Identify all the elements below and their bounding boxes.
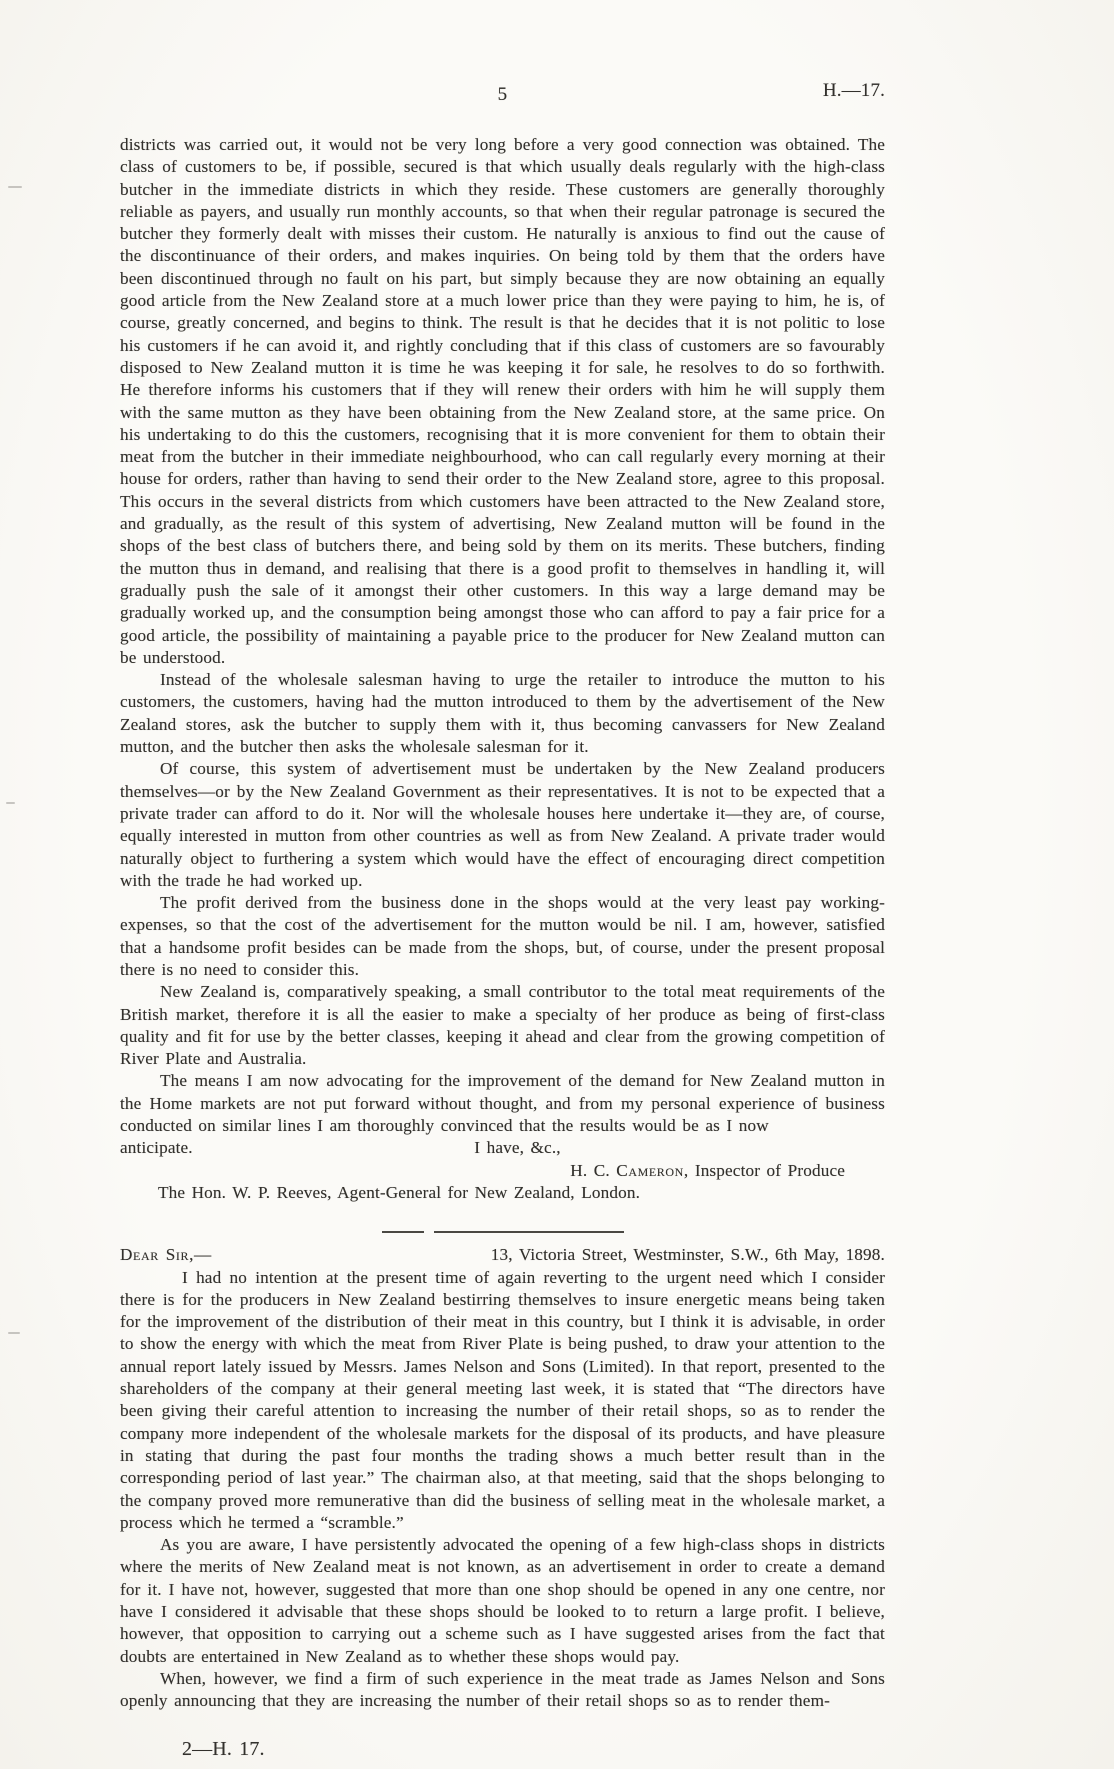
scan-artifact [6,802,15,804]
divider-segment [382,1231,424,1233]
scan-artifact [8,186,22,188]
report-paragraph: The profit derived from the business done in the shops would at the very least pay working-expenses, so that the cost of the advertisement for the mutton would be nil. I am, however, satisfied that a handsome profit besides can be made from the shops, but, of course, under the present proposal there is no need to consider this. [120,893,885,979]
valediction: I have, &c., [474,1138,561,1158]
divider-segment [434,1231,624,1233]
page-footer-signature-mark: 2—H. 17. [182,1738,265,1761]
letter-paragraph: As you are aware, I have persistently advocated the opening of a few high-class shops in districts where the merits of New Zealand meat is not known, as an advertisement in order to create a demand for it. I have not, however, suggested that more than one shop should be opened in any one centre, nor have I considered it advisable that these shops should be looked to to return a large profit. I believe, however, that opposition to carrying out a scheme such as I have suggested arises from the fact that doubts are entertained in New Zealand as to whether these shops would pay. [120,1535,885,1666]
signature-initials: H. C. [570,1160,617,1180]
letter-paragraph: When, however, we find a firm of such experience in the meat trade as James Nelson and Sons openly announcing that they are increasing the number of their retail shops so as to render them- [120,1668,885,1711]
page-header [120,80,885,110]
letter-salutation-row [120,1244,885,1266]
scan-artifact [8,1332,20,1334]
report-paragraph: The means I am now advocating for the improvement of the demand for New Zealand mutton in the Home markets are not put forward without thought, and from my personal experience of business conducted on similar lines I am thoroughly convinced that the results would be as I now [120,1071,885,1136]
closing-row [120,1137,885,1159]
letter-salutation: Dear Sir,— [120,1245,212,1265]
signature-title: , Inspector of Produce [683,1160,845,1180]
text-block [120,80,885,1761]
report-paragraph: Instead of the wholesale salesman having to urge the retailer to introduce the mutton to his customers, the customers, having had the mutton introduced to them by the advertisement of the New Zealand stores, ask the butcher to supply them with it, thus becoming canvassers for New Zealand mutton, and the butcher then asks the wholesale salesman for it. [120,670,885,757]
signature-line [120,1160,885,1182]
letter-address-date: 13, Victoria Street, Westminster, S.W., 6th May, 1898. [490,1245,885,1265]
paragraph-last-line: anticipate. [120,1138,193,1158]
report-paragraph: Of course, this system of advertisement must be undertaken by the New Zealand producers themselves—or by the New Zealand Government as their representatives. It is not to be expected that a private trader can afford to do it. Nor will the wholesale houses here undertake it—they are, of course, equally interested in mutton from other countries as well as from New Zealand. A private trader would naturally object to furthering a system which would have the effect of encouraging direct competition with the trade he had worked up. [120,759,885,890]
addressee-line: The Hon. W. P. Reeves, Agent-General for New Zealand, London. [158,1182,641,1202]
letter-paragraph: I had no intention at the present time of again reverting to the urgent need which I consider there is for the producers in New Zealand bestirring themselves to insure energetic means being taken for the improvement of the distribution of their meat in this country, but I think it is advisable, in order to show the energy with which the meat from River Plate is being pushed, to draw your attention to the annual report lately issued by Messrs. James Nelson and Sons (Limited). In that report, presented to the shareholders of the company at their general meeting last week, it is stated that “The directors have been giving their careful attention to increasing the number of their retail shops, so as to render the company more independent of the wholesale markets for the disposal of its products, and have pleasure in stating that during the past four months the trading shows a much better result than in the corresponding period of last year.” The chairman also, at that meeting, said that the shops belonging to the company proved more remunerative than did the business of selling meat in the wholesale market, a process which he termed a “scramble.” [120,1267,885,1532]
document-reference: H.—17. [822,80,885,101]
signature-surname: Cameron [616,1160,684,1180]
report-paragraph: New Zealand is, comparatively speaking, a small contributor to the total meat requirements of the British market, therefore it is all the easier to make a specialty of her produce as being of first-class quality and fit for use by the better classes, keeping it ahead and clear from the growing competition of River Plate and Australia. [120,982,885,1069]
page-number: 5 [497,84,508,105]
section-divider [378,1220,628,1224]
report-paragraph-continuation: districts was carried out, it would not be very long before a very good connection was obtained. The class of customers to be, if possible, secured is that which usually deals regularly with the high-class butcher in the immediate districts in which they reside. These customers are generally thoroughly reliable as payers, and usually run monthly accounts, so that when their regular patronage is secured the butcher they formerly dealt with misses their custom. He naturally is anxious to find out the cause of the discontinuance of their orders, and makes inquiries. On being told by them that the orders have been discontinued through no fault on his part, but simply because they are now obtaining an equally good article from the New Zealand store at a much lower price than they were paying to him, he is, of course, greatly concerned, and begins to think. The result is that he decides that it is not politic to lose his customers if he can avoid it, and rightly concluding that if this class of customers are so favourably disposed to New Zealand mutton it is time he was keeping it for sale, he resolves to do so forthwith. He therefore informs his customers that if they will renew their orders with him he will supply them with the same mutton as they have been obtaining from the New Zealand store, at the same price. On his undertaking to do this the customers, recognising that it is more convenient for them to obtain their meat from the butcher in their immediate neighbourhood, who can call regularly every morning at their house for orders, rather than having to send their order to the New Zealand store, agree to this proposal. This occurs in the several districts from which customers have been attracted to the New Zealand store, and gradually, as the result of this system of advertising, New Zealand mutton will be found in the shops of the best class of butchers there, and being sold by them on its merits. These butchers, finding the mutton thus in demand, and realising that there is a good profit to themselves in handling it, will gradually push the sale of it amongst their other customers. In this way a large demand may be gradually worked up, and the consumption being amongst those who can afford to pay a fair price for a good article, the possibility of maintaining a payable price to the producer for New Zealand mutton can be understood. [120,135,885,667]
